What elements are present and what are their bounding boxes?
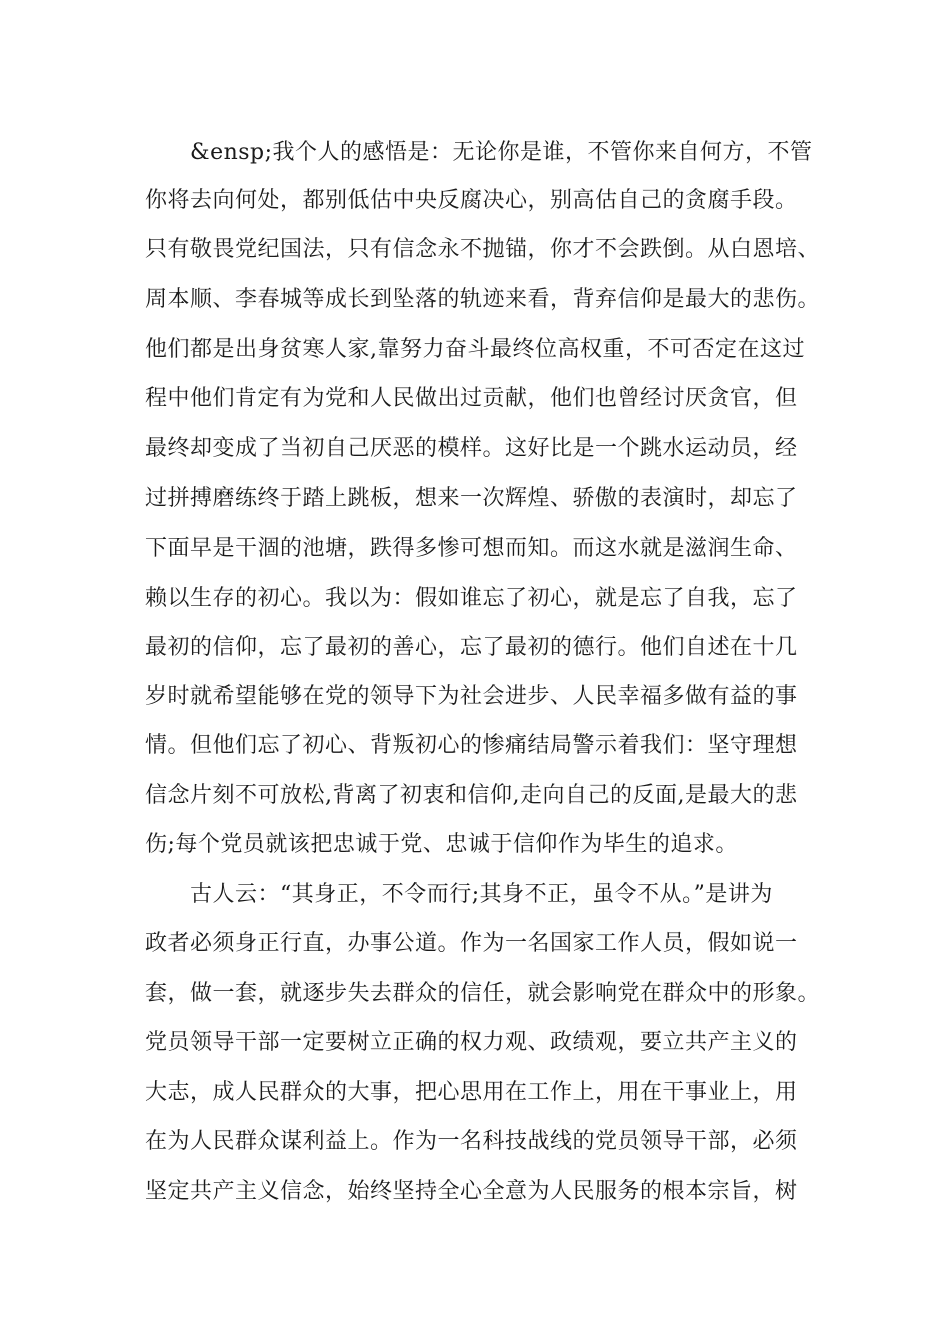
paragraph-2-line-6: 在为人民群众谋利益上。作为一名科技战线的党员领导干部，必须 bbox=[145, 1129, 798, 1154]
paragraph-2-line-3: 套，做一套，就逐步失去群众的信任，就会影响党在群众中的形象。 bbox=[145, 981, 821, 1006]
paragraph-1-line-1: &ensp;我个人的感悟是：无论你是谁，不管你来自何方，不管 bbox=[190, 140, 813, 165]
paragraph-1-line-10: 赖以生存的初心。我以为：假如谁忘了初心，就是忘了自我，忘了 bbox=[145, 586, 798, 611]
paragraph-1-line-13: 情。但他们忘了初心、背叛初心的惨痛结局警示着我们：坚守理想 bbox=[145, 733, 798, 758]
paragraph-1-line-3: 只有敬畏党纪国法，只有信念永不抛锚，你才不会跌倒。从白恩培、 bbox=[145, 237, 821, 262]
paragraph-2-line-4: 党员领导干部一定要树立正确的权力观、政绩观，要立共产主义的 bbox=[145, 1030, 798, 1055]
paragraph-2-line-1: 古人云：“其身正，不令而行;其身不正，虽令不从。”是讲为 bbox=[190, 882, 773, 907]
paragraph-2-line-5: 大志，成人民群众的大事，把心思用在工作上，用在干事业上，用 bbox=[145, 1080, 798, 1105]
paragraph-1-line-9: 下面早是干涸的池塘，跌得多惨可想而知。而这水就是滋润生命、 bbox=[145, 536, 798, 561]
paragraph-1-line-6: 程中他们肯定有为党和人民做出过贡献，他们也曾经讨厌贪官，但 bbox=[145, 386, 798, 411]
paragraph-2-line-7: 坚定共产主义信念，始终坚持全心全意为人民服务的根本宗旨，树 bbox=[145, 1179, 798, 1204]
paragraph-2-line-2: 政者必须身正行直，办事公道。作为一名国家工作人员，假如说一 bbox=[145, 931, 798, 956]
paragraph-1-line-12: 岁时就希望能够在党的领导下为社会进步、人民幸福多做有益的事 bbox=[145, 684, 798, 709]
paragraph-1-line-4: 周本顺、李春城等成长到坠落的轨迹来看，背弃信仰是最大的悲伤。 bbox=[145, 287, 821, 312]
paragraph-1-line-14: 信念片刻不可放松,背离了初衷和信仰,走向自己的反面,是最大的悲 bbox=[145, 783, 798, 808]
paragraph-1-line-7: 最终却变成了当初自己厌恶的模样。这好比是一个跳水运动员，经 bbox=[145, 436, 798, 461]
paragraph-1-line-8: 过拼搏磨练终于踏上跳板，想来一次辉煌、骄傲的表演时，却忘了 bbox=[145, 486, 798, 511]
paragraph-1-line-2: 你将去向何处，都别低估中央反腐决心，别高估自己的贪腐手段。 bbox=[145, 188, 798, 213]
paragraph-1-line-11: 最初的信仰，忘了最初的善心，忘了最初的德行。他们自述在十几 bbox=[145, 635, 798, 660]
paragraph-1-line-15: 伤;每个党员就该把忠诚于党、忠诚于信仰作为毕生的追求。 bbox=[145, 832, 738, 857]
paragraph-1-line-5: 他们都是出身贫寒人家,靠努力奋斗最终位高权重，不可否定在这过 bbox=[145, 337, 805, 362]
